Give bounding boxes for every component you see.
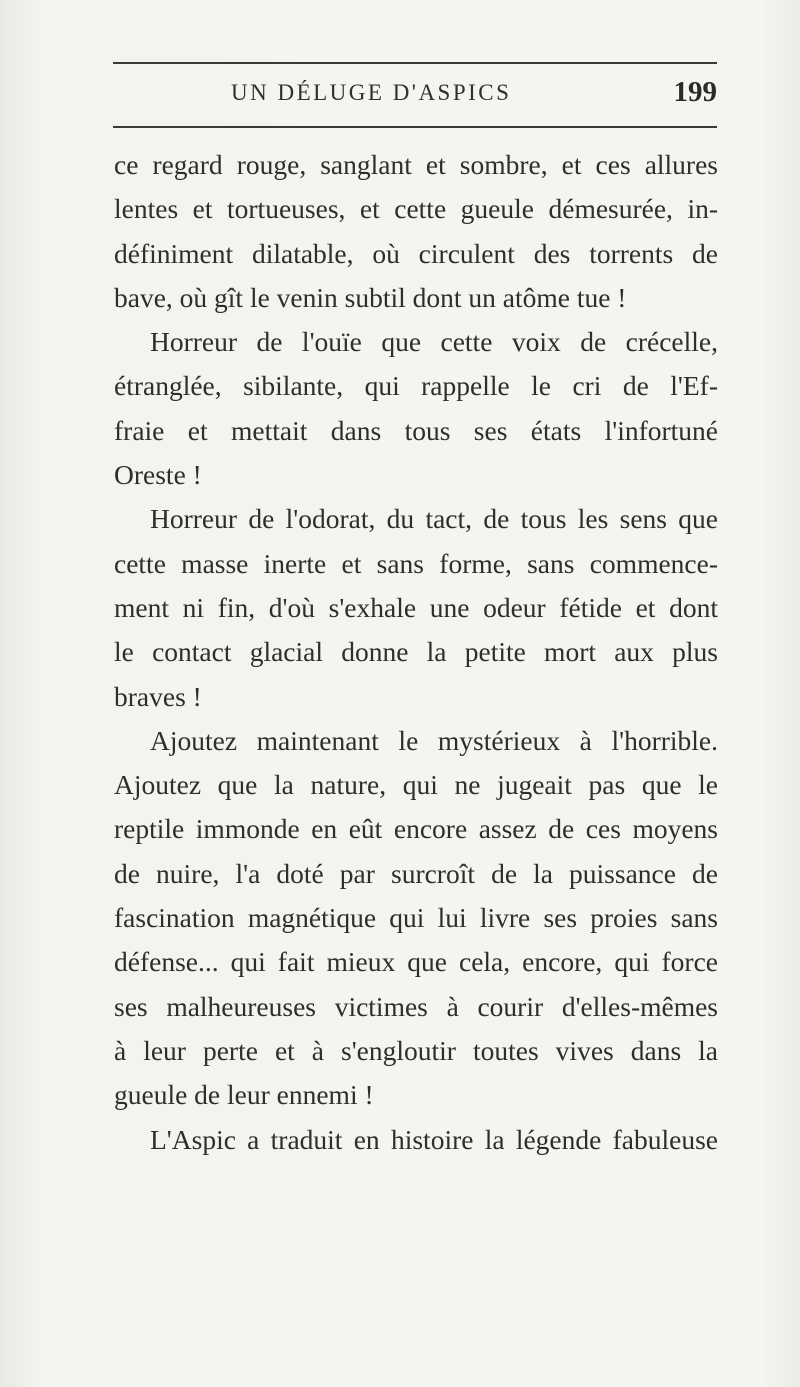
text-line: défense... qui fait mieux que cela, encore, qui force [114, 946, 718, 978]
text-line: ment ni fin, d'où s'exhale une odeur fétide et dont [114, 591, 718, 623]
text-line: étranglée, sibilante, qui rappelle le cri de l'Ef- [114, 370, 718, 402]
text-line: gueule de leur ennemi ! [114, 1079, 374, 1111]
text-line: Ajoutez que la nature, qui ne jugeait pas que le [114, 769, 718, 801]
text-line: bave, où gît le venin subtil dont un atôme tue ! [114, 281, 627, 313]
paragraph-start-line: Horreur de l'odorat, du tact, de tous les sens que [150, 503, 718, 535]
text-line: braves ! [114, 680, 202, 712]
text-line: Oreste ! [114, 459, 202, 491]
page-header [113, 76, 717, 116]
text-line: fascination magnétique qui lui livre ses proies sans [114, 902, 718, 934]
text-line: ses malheureuses victimes à courir d'elles-mêmes [114, 990, 718, 1022]
text-line: de nuire, l'a doté par surcroît de la puissance de [114, 857, 718, 889]
text-line: le contact glacial donne la petite mort aux plus [114, 636, 718, 668]
body-text [114, 143, 718, 1162]
paragraph-start-line: Horreur de l'ouïe que cette voix de crécelle, [150, 326, 718, 358]
text-line: cette masse inerte et sans forme, sans commence- [114, 547, 718, 579]
text-line: reptile immonde en eût encore assez de ces moyens [114, 813, 718, 845]
header-rule-bottom [113, 126, 717, 128]
page-number: 199 [673, 76, 717, 108]
text-line: lentes et tortueuses, et cette gueule démesurée, in- [114, 193, 718, 225]
paragraph-start-line: L'Aspic a traduit en histoire la légende fabuleuse [150, 1123, 718, 1155]
paragraph-start-line: Ajoutez maintenant le mystérieux à l'horrible. [150, 724, 718, 756]
running-title: UN DÉLUGE D'ASPICS [231, 80, 512, 105]
text-line: définiment dilatable, où circulent des torrents de [114, 237, 718, 269]
text-line: à leur perte et à s'engloutir toutes vives dans la [114, 1034, 718, 1066]
text-line: fraie et mettait dans tous ses états l'infortuné [114, 414, 718, 446]
header-rule-top [113, 62, 717, 64]
text-line: ce regard rouge, sanglant et sombre, et ces allures [114, 149, 718, 180]
